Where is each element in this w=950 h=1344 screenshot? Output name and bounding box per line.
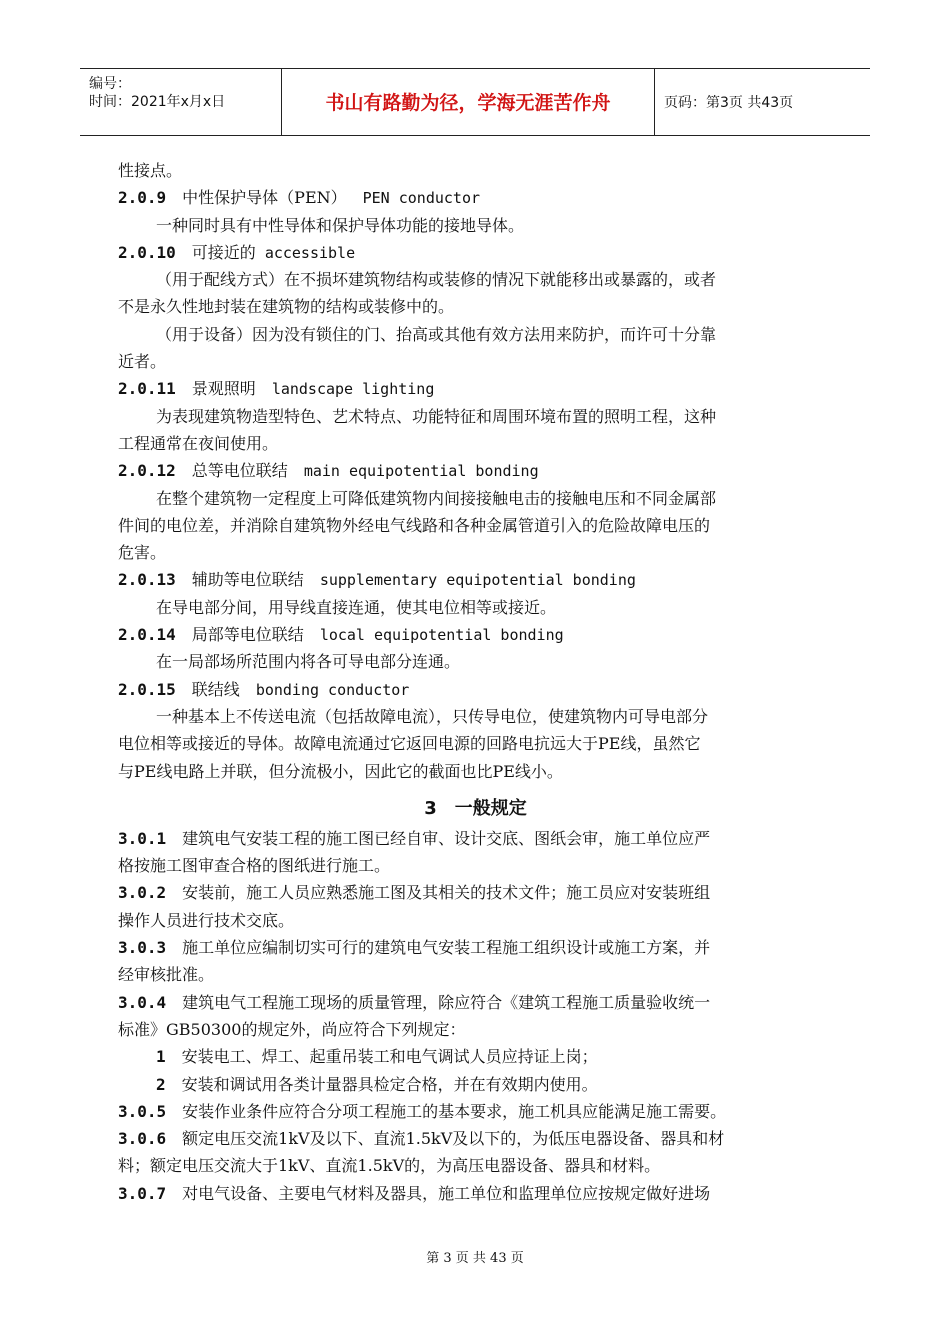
clause-3-0-6 (118, 1125, 833, 1152)
clause-english: PEN conductor (362, 189, 481, 208)
text-line: 件间的电位差，并消除自建筑物外经电气线路和各种金属管道引入的危险故障电压的 (118, 515, 711, 535)
text-line: 近者。 (118, 352, 167, 372)
clause-text: 建筑电气安装工程的施工图已经自审、设计交底、图纸会审，施工单位应严 (182, 828, 711, 848)
list-item (118, 1043, 833, 1070)
text-line: 在导电部分间，用导线直接连通，使其电位相等或接近。 (156, 597, 557, 617)
clause-number: 3.0.4 (118, 992, 167, 1012)
clause-number: 2.0.9 (118, 188, 167, 208)
header-motto: 书山有路勤为径，学海无涯苦作舟 (282, 69, 655, 135)
clause-english: supplementary equipotential bonding (319, 571, 636, 590)
text-line: 经审核批准。 (118, 965, 215, 985)
clause-3-0-7 (118, 1180, 833, 1207)
clause-title: 局部等电位联结 (191, 625, 304, 645)
text-line: 标准》GB50300的规定外，尚应符合下列规定： (118, 1019, 466, 1039)
clause-number: 2.0.12 (118, 461, 176, 481)
text-line: 为表现建筑物造型特色、艺术特点、功能特征和周围环境布置的照明工程，这种 (156, 406, 717, 426)
clause-text: 建筑电气工程施工现场的质量管理，除应符合《建筑工程施工质量验收统一 (182, 992, 711, 1012)
clause-3-0-5 (118, 1098, 833, 1125)
clause-title: 总等电位联结 (191, 461, 288, 481)
list-item-number: 2 (156, 1074, 166, 1094)
clause-title: 中性保护导体（PEN） (182, 188, 347, 208)
clause-2-0-12 (118, 457, 833, 484)
clause-title: 辅助等电位联结 (191, 570, 304, 590)
header-page-label: 页码：第3页 共43页 (664, 95, 794, 111)
clause-text: 额定电压交流1kV及以下、直流1.5kV及以下的，为低压电器设备、器具和材 (182, 1129, 725, 1149)
text-line: 操作人员进行技术交底。 (118, 910, 295, 930)
text-line: 危害。 (118, 543, 167, 563)
clause-3-0-2 (118, 879, 833, 906)
chapter-heading: 3 一般规定 (424, 797, 527, 819)
clause-english: local equipotential bonding (319, 626, 564, 645)
clause-number: 3.0.3 (118, 938, 167, 958)
clause-number: 3.0.1 (118, 828, 167, 848)
clause-english: bonding conductor (255, 680, 410, 699)
text-line: 一种同时具有中性导体和保护导体功能的接地导体。 (156, 215, 525, 235)
text-line: 电位相等或接近的导体。故障电流通过它返回电源的回路电抗远大于PE线，虽然它 (118, 734, 701, 754)
clause-2-0-9 (118, 184, 833, 211)
clause-number: 2.0.15 (118, 679, 176, 699)
clause-2-0-10 (118, 239, 833, 266)
page-footer: 第 3 页 共 43 页 (426, 1251, 524, 1266)
clause-number: 2.0.11 (118, 379, 176, 399)
text-line: 工程通常在夜间使用。 (118, 433, 279, 453)
text-line: 与PE线电路上并联，但分流极小，因此它的截面也比PE线小。 (118, 761, 563, 781)
clause-text: 施工单位应编制切实可行的建筑电气安装工程施工组织设计或施工方案，并 (182, 938, 711, 958)
text-line: 在一局部场所范围内将各可导电部分连通。 (156, 652, 461, 672)
clause-english: landscape lighting (271, 380, 435, 399)
clause-text: 对电气设备、主要电气材料及器具，施工单位和监理单位应按规定做好进场 (182, 1183, 711, 1203)
text-line: 不是永久性地封装在建筑物的结构或装修中的。 (118, 297, 455, 317)
clause-english: main equipotential bonding (303, 462, 539, 481)
clause-3-0-4 (118, 989, 833, 1016)
document-header (80, 68, 870, 136)
clause-2-0-11 (118, 375, 833, 402)
clause-number: 2.0.10 (118, 242, 176, 262)
clause-2-0-15 (118, 676, 833, 703)
clause-2-0-13 (118, 566, 833, 593)
time-label: 时间：2021年x月x日 (89, 94, 226, 110)
text-line: 料；额定电压交流大于1kV、直流1.5kV的，为高压电器设备、器具和材料。 (118, 1156, 661, 1176)
list-item (118, 1071, 833, 1098)
clause-text: 安装作业条件应符合分项工程施工的基本要求，施工机具应能满足施工需要。 (182, 1101, 727, 1121)
clause-number: 3.0.6 (118, 1129, 167, 1149)
clause-3-0-1 (118, 825, 833, 852)
clause-english: accessible (264, 243, 356, 262)
clause-number: 3.0.7 (118, 1183, 167, 1203)
list-item-text: 安装和调试用各类计量器具检定合格，并在有效期内使用。 (181, 1074, 598, 1094)
text-line: 格按施工图审查合格的图纸进行施工。 (118, 856, 391, 876)
clause-number: 3.0.5 (118, 1101, 167, 1121)
text-line: 性接点。 (118, 161, 183, 180)
list-item-text: 安装电工、焊工、起重吊装工和电气调试人员应持证上岗； (181, 1047, 598, 1067)
clause-3-0-3 (118, 934, 833, 961)
clause-text: 安装前，施工人员应熟悉施工图及其相关的技术文件；施工员应对安装班组 (182, 883, 711, 903)
clause-number: 2.0.14 (118, 625, 176, 645)
clause-title: 联结线 (191, 679, 240, 699)
clause-title: 景观照明 (191, 379, 256, 399)
header-meta (80, 69, 282, 135)
code-label: 编号： (89, 76, 131, 92)
clause-2-0-14 (118, 621, 833, 648)
list-item-number: 1 (156, 1047, 166, 1067)
document-body (118, 157, 833, 1207)
clause-number: 3.0.2 (118, 883, 167, 903)
text-line: （用于配线方式）在不损坏建筑物结构或装修的情况下就能移出或暴露的，或者 (156, 270, 717, 290)
text-line: 在整个建筑物一定程度上可降低建筑物内间接接触电击的接触电压和不同金属部 (156, 488, 717, 508)
text-line: 一种基本上不传送电流（包括故障电流），只传导电位，使建筑物内可导电部分 (156, 706, 709, 726)
clause-number: 2.0.13 (118, 570, 176, 590)
clause-title: 可接近的 (191, 242, 256, 262)
text-line: （用于设备）因为没有锁住的门、抬高或其他有效方法用来防护，而许可十分靠 (156, 324, 717, 344)
